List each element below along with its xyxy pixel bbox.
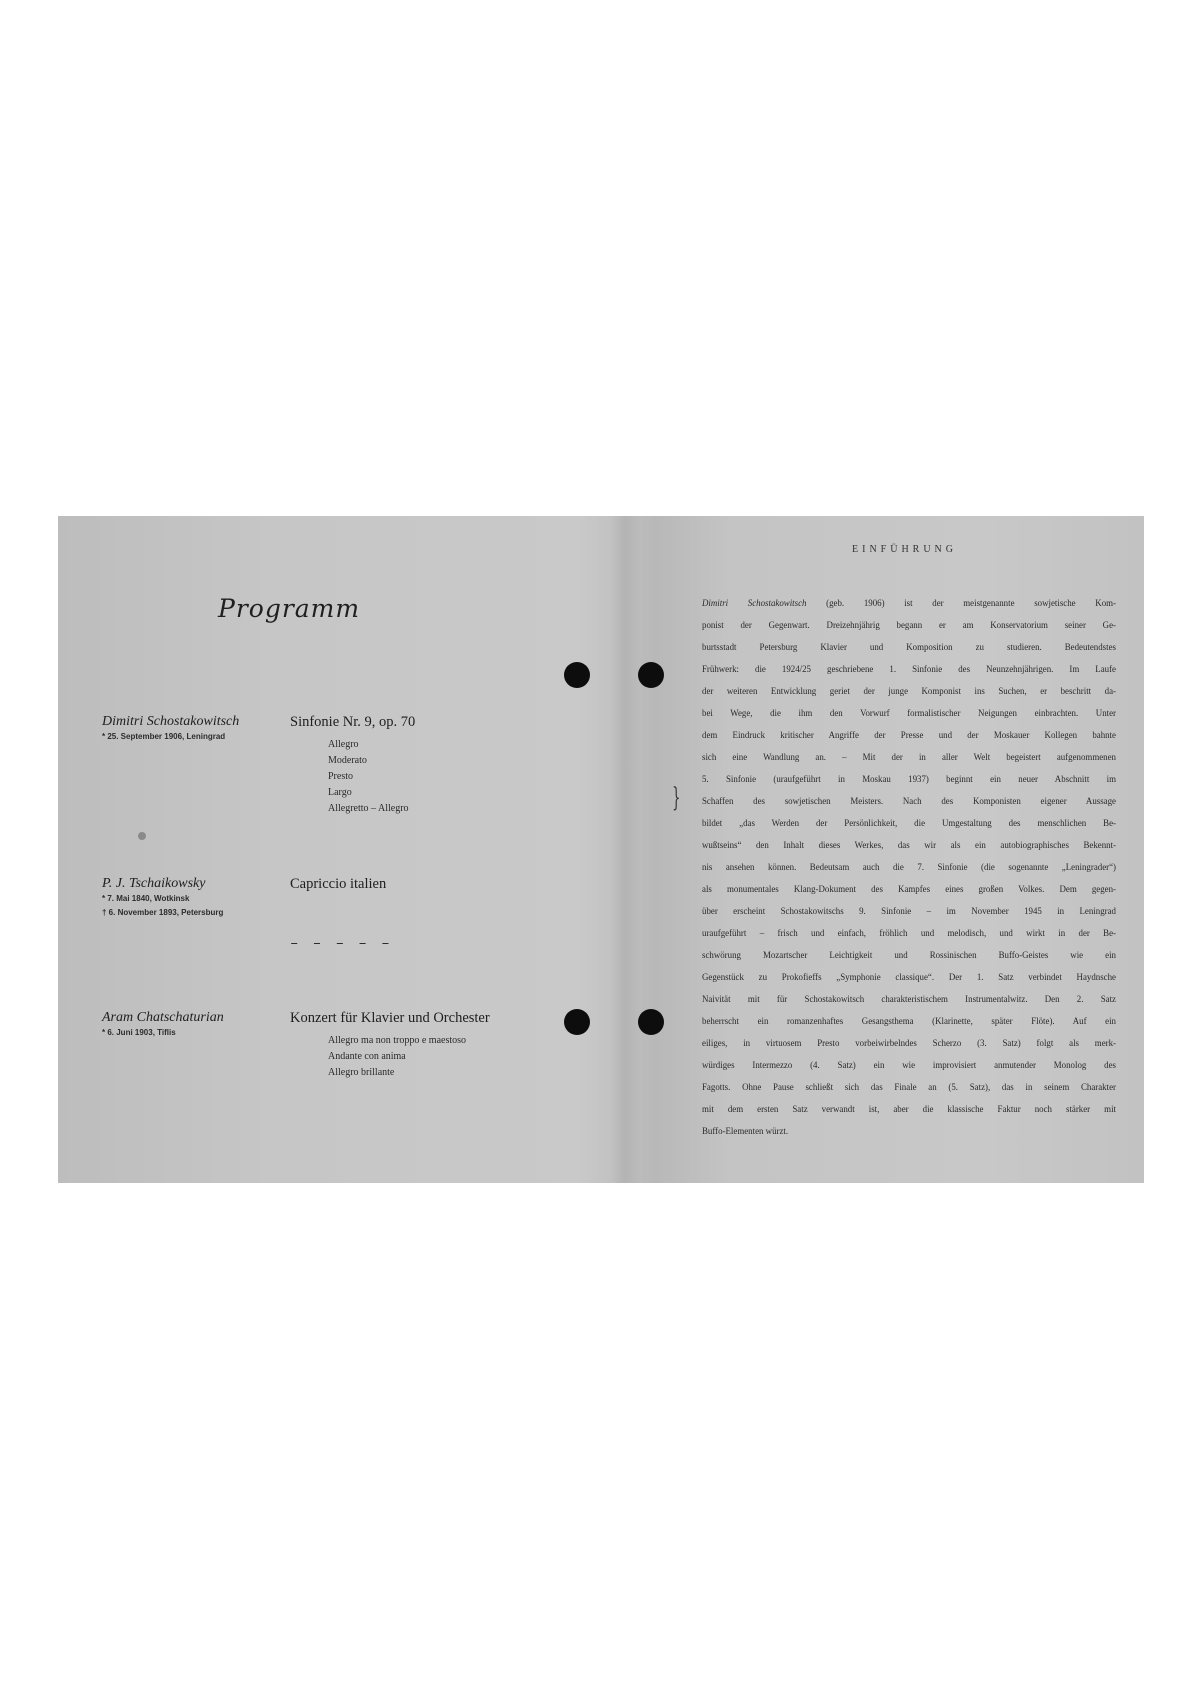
punch-hole [638,1009,664,1035]
text-line: Gegenstück zu Prokofieffs „Symphonie classique“. Der 1. Satz verbindet Haydnsche [702,972,1116,982]
text-line: als monumentales Klang-Dokument des Kampfes eines großen Volkes. Dem gegen- [702,884,1116,894]
lead-composer-name: Dimitri Schostakowitsch [702,598,807,608]
work-block [290,1010,490,1081]
composer-dates: * 6. Juni 1903, Tiflis [102,1028,176,1037]
introduction-text [702,592,1116,1142]
composer-dates: * 25. September 1906, Leningrad [102,732,226,741]
text-line: 5. Sinfonie (uraufgeführt in Moskau 1937) beginnt ein neuer Abschnitt im [702,774,1116,784]
text-line: uraufgeführt – frisch und einfach, fröhlich und melodisch, und wirkt in der Be- [702,928,1116,938]
text-line: Naivität mit für Schostakowitsch charakteristischem Instrumentalwitz. Den 2. Satz [702,994,1116,1004]
punch-hole [638,662,664,688]
composer-block [102,876,223,920]
page-fold [610,516,640,1183]
composer-name: Aram Chatschaturian [102,1010,224,1025]
program-title: Programm [218,594,361,623]
movement: Moderato [328,755,367,766]
program-booklet-spread [58,516,1144,1183]
text-line: Fagotts. Ohne Pause schließt sich das Finale an (5. Satz), das in seinem Charakter [702,1082,1116,1092]
composer-dates: † 6. November 1893, Petersburg [102,908,224,917]
text-line: burtsstadt Petersburg Klavier und Komposition zu studieren. Bedeutendstes [702,642,1116,652]
text-line: mit dem ersten Satz verwandt ist, aber die klassische Faktur noch stärker mit [702,1104,1116,1114]
text-line: sich eine Wandlung an. – Mit der in aller Welt begeistert aufgenommenen [702,752,1116,762]
introduction-heading: EINFÜHRUNG [852,544,957,555]
text-line: Frühwerk: die 1924/25 geschriebene 1. Sinfonie des Neunzehnjährigen. Im Laufe [702,664,1116,674]
text-line: Buffo-Elementen würzt. [702,1126,789,1136]
work-title: Capriccio italien [290,876,387,892]
text-line: wußtseins“ den Inhalt dieses Werkes, das wir als ein autobiographisches Bekennt- [702,840,1116,850]
text-line: eiliges, in virtuosem Presto vorbeiwirbelndes Scherzo (3. Satz) folgt als merk- [702,1038,1116,1048]
text-line: dem Eindruck kritischer Angriffe der Presse und der Moskauer Kollegen bahnte [702,730,1116,740]
work-block [290,876,386,893]
paper-speck [138,832,146,840]
punch-hole [564,1009,590,1035]
movement: Presto [328,771,353,782]
work-title: Sinfonie Nr. 9, op. 70 [290,714,416,730]
movement-list [328,737,415,817]
movement: Allegro brillante [328,1067,395,1078]
text-line-rest: (geb. 1906) ist der meistgenannte sowjetische Kom- [806,598,1116,608]
intermission-dashes: – – – – – [290,936,393,952]
movement: Allegretto – Allegro [328,803,409,814]
text-line: bildet „das Werden der Persönlichkeit, die Umgestaltung des menschlichen Be- [702,818,1116,828]
text-line: beherrscht ein romanzenhaftes Gesangsthema (Klarinette, später Flöte). Auf ein [702,1016,1116,1026]
composer-dates: * 7. Mai 1840, Wotkinsk [102,894,190,903]
movement: Allegro ma non troppo e maestoso [328,1035,467,1046]
work-title: Konzert für Klavier und Orchester [290,1010,490,1026]
movement-list [328,1033,490,1081]
work-block [290,714,681,817]
text-line: bei Wege, die ihm den Vorwurf formalistischer Neigungen einbrachten. Unter [702,708,1116,718]
movement: Allegro [328,739,359,750]
text-line: schwörung Mozartscher Leichtigkeit und Rossinischen Buffo-Geistes wie ein [702,950,1116,960]
composer-name: Dimitri Schostakowitsch [102,714,240,729]
text-line: nis ansehen können. Bedeutsam auch die 7. Sinfonie (die sogenannte „Leningrader“) [702,862,1116,872]
movement: Andante con anima [328,1051,406,1062]
text-line: Schaffen des sowjetischen Meisters. Nach des Komponisten eigener Aussage [702,796,1116,806]
text-line: über erscheint Schostakowitschs 9. Sinfonie – im November 1945 in Leningrad [702,906,1116,916]
composer-block [102,714,239,744]
punch-hole [564,662,590,688]
movement: Largo [328,787,352,798]
composer-block [102,1010,224,1040]
text-line: ponist der Gegenwart. Dreizehnjährig begann er am Konservatorium seiner Ge- [702,620,1116,630]
text-line: der weiteren Entwicklung geriet der junge Komponist ins Suchen, er beschritt da- [702,686,1116,696]
composer-name: P. J. Tschaikowsky [102,876,206,891]
text-line: würdiges Intermezzo (4. Satz) ein wie improvisiert anmutender Monolog des [702,1060,1116,1070]
text-line [702,592,1116,614]
movement-brace: } [672,783,681,813]
